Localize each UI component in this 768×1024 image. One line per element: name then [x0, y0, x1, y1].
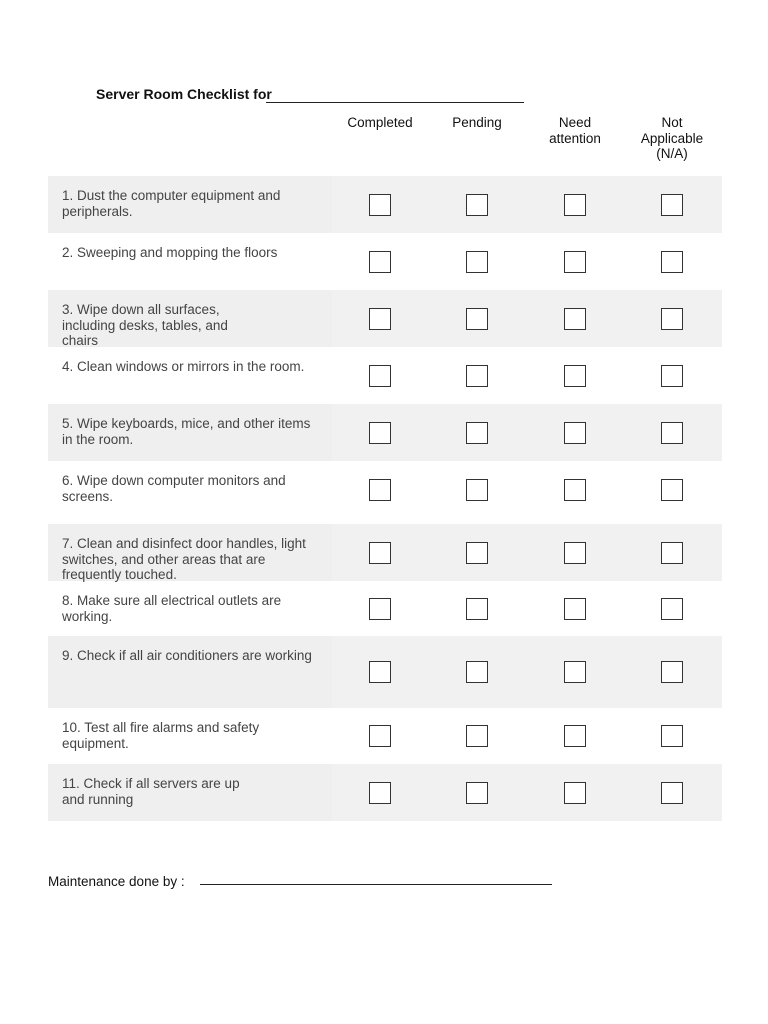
maintenance-label: Maintenance done by :: [48, 874, 185, 889]
checklist-item-label: 1. Dust the computer equipment and peripherals.: [62, 188, 281, 219]
checklist-item-label: 2. Sweeping and mopping the floors: [62, 245, 278, 260]
column-header-pending: Pending: [452, 115, 502, 130]
checkbox-pending[interactable]: [466, 782, 488, 804]
checkbox-need-attention[interactable]: [564, 365, 586, 387]
checkbox-need-attention[interactable]: [564, 661, 586, 683]
checklist-row: [48, 524, 722, 581]
checklist-item-label: 6. Wipe down computer monitors and screens.: [62, 473, 286, 504]
checkbox-completed[interactable]: [369, 479, 391, 501]
checklist-title: Server Room Checklist for: [96, 86, 272, 102]
checkbox-not-applicable[interactable]: [661, 661, 683, 683]
checkbox-not-applicable[interactable]: [661, 782, 683, 804]
checklist-row: [48, 461, 722, 518]
checkbox-pending[interactable]: [466, 725, 488, 747]
row-label-cell: [48, 347, 332, 404]
checklist-item-label: 4. Clean windows or mirrors in the room.: [62, 359, 305, 374]
checkbox-need-attention[interactable]: [564, 251, 586, 273]
checkbox-not-applicable[interactable]: [661, 479, 683, 501]
row-label-cell: [48, 636, 332, 708]
checklist-row: [48, 404, 722, 461]
checklist-item-label: 7. Clean and disinfect door handles, light switches, and other areas that are frequently touched.: [62, 536, 306, 582]
checkbox-completed[interactable]: [369, 308, 391, 330]
checkbox-completed[interactable]: [369, 194, 391, 216]
checkbox-pending[interactable]: [466, 422, 488, 444]
checkbox-pending[interactable]: [466, 365, 488, 387]
checklist-row: [48, 581, 722, 636]
checklist-row: [48, 347, 722, 404]
checklist-row: [48, 233, 722, 290]
checkbox-need-attention[interactable]: [564, 782, 586, 804]
checkbox-pending[interactable]: [466, 479, 488, 501]
checkbox-completed[interactable]: [369, 725, 391, 747]
checkbox-pending[interactable]: [466, 598, 488, 620]
checkbox-completed[interactable]: [369, 782, 391, 804]
checklist-item-label: 5. Wipe keyboards, mice, and other items in the room.: [62, 416, 311, 447]
checkbox-need-attention[interactable]: [564, 479, 586, 501]
checklist-row: [48, 708, 722, 764]
checkbox-not-applicable[interactable]: [661, 194, 683, 216]
checkbox-pending[interactable]: [466, 542, 488, 564]
checkbox-not-applicable[interactable]: [661, 542, 683, 564]
maintenance-signature-line[interactable]: [200, 884, 552, 885]
checklist-row: [48, 176, 722, 233]
checkbox-not-applicable[interactable]: [661, 251, 683, 273]
checklist-item-label: 11. Check if all servers are up and running: [62, 776, 240, 807]
checkbox-need-attention[interactable]: [564, 725, 586, 747]
row-label-cell: [48, 233, 332, 290]
checkbox-need-attention[interactable]: [564, 422, 586, 444]
checklist-item-label: 9. Check if all air conditioners are working: [62, 648, 312, 663]
column-header-completed: Completed: [347, 115, 413, 130]
checklist-row: [48, 290, 722, 347]
checklist-item-label: 3. Wipe down all surfaces, including desks, tables, and chairs: [62, 302, 228, 348]
checkbox-need-attention[interactable]: [564, 598, 586, 620]
checkbox-pending[interactable]: [466, 251, 488, 273]
title-blank-line[interactable]: [266, 102, 524, 103]
checkbox-not-applicable[interactable]: [661, 308, 683, 330]
checklist-row: [48, 764, 722, 821]
checkbox-not-applicable[interactable]: [661, 598, 683, 620]
checkbox-need-attention[interactable]: [564, 194, 586, 216]
checkbox-pending[interactable]: [466, 308, 488, 330]
checkbox-not-applicable[interactable]: [661, 365, 683, 387]
column-header-need-attention: Need attention: [549, 115, 601, 146]
checkbox-completed[interactable]: [369, 542, 391, 564]
checkbox-completed[interactable]: [369, 598, 391, 620]
checkbox-completed[interactable]: [369, 422, 391, 444]
checkbox-pending[interactable]: [466, 661, 488, 683]
checklist-item-label: 8. Make sure all electrical outlets are working.: [62, 593, 282, 624]
checkbox-completed[interactable]: [369, 661, 391, 683]
checkbox-not-applicable[interactable]: [661, 422, 683, 444]
checklist-item-label: 10. Test all fire alarms and safety equipment.: [62, 720, 260, 751]
checkbox-not-applicable[interactable]: [661, 725, 683, 747]
checkbox-completed[interactable]: [369, 251, 391, 273]
checkbox-need-attention[interactable]: [564, 542, 586, 564]
checkbox-need-attention[interactable]: [564, 308, 586, 330]
checkbox-completed[interactable]: [369, 365, 391, 387]
checkbox-pending[interactable]: [466, 194, 488, 216]
checklist-row: [48, 636, 722, 708]
column-header-not-applicable: Not Applicable (N/A): [640, 115, 704, 161]
